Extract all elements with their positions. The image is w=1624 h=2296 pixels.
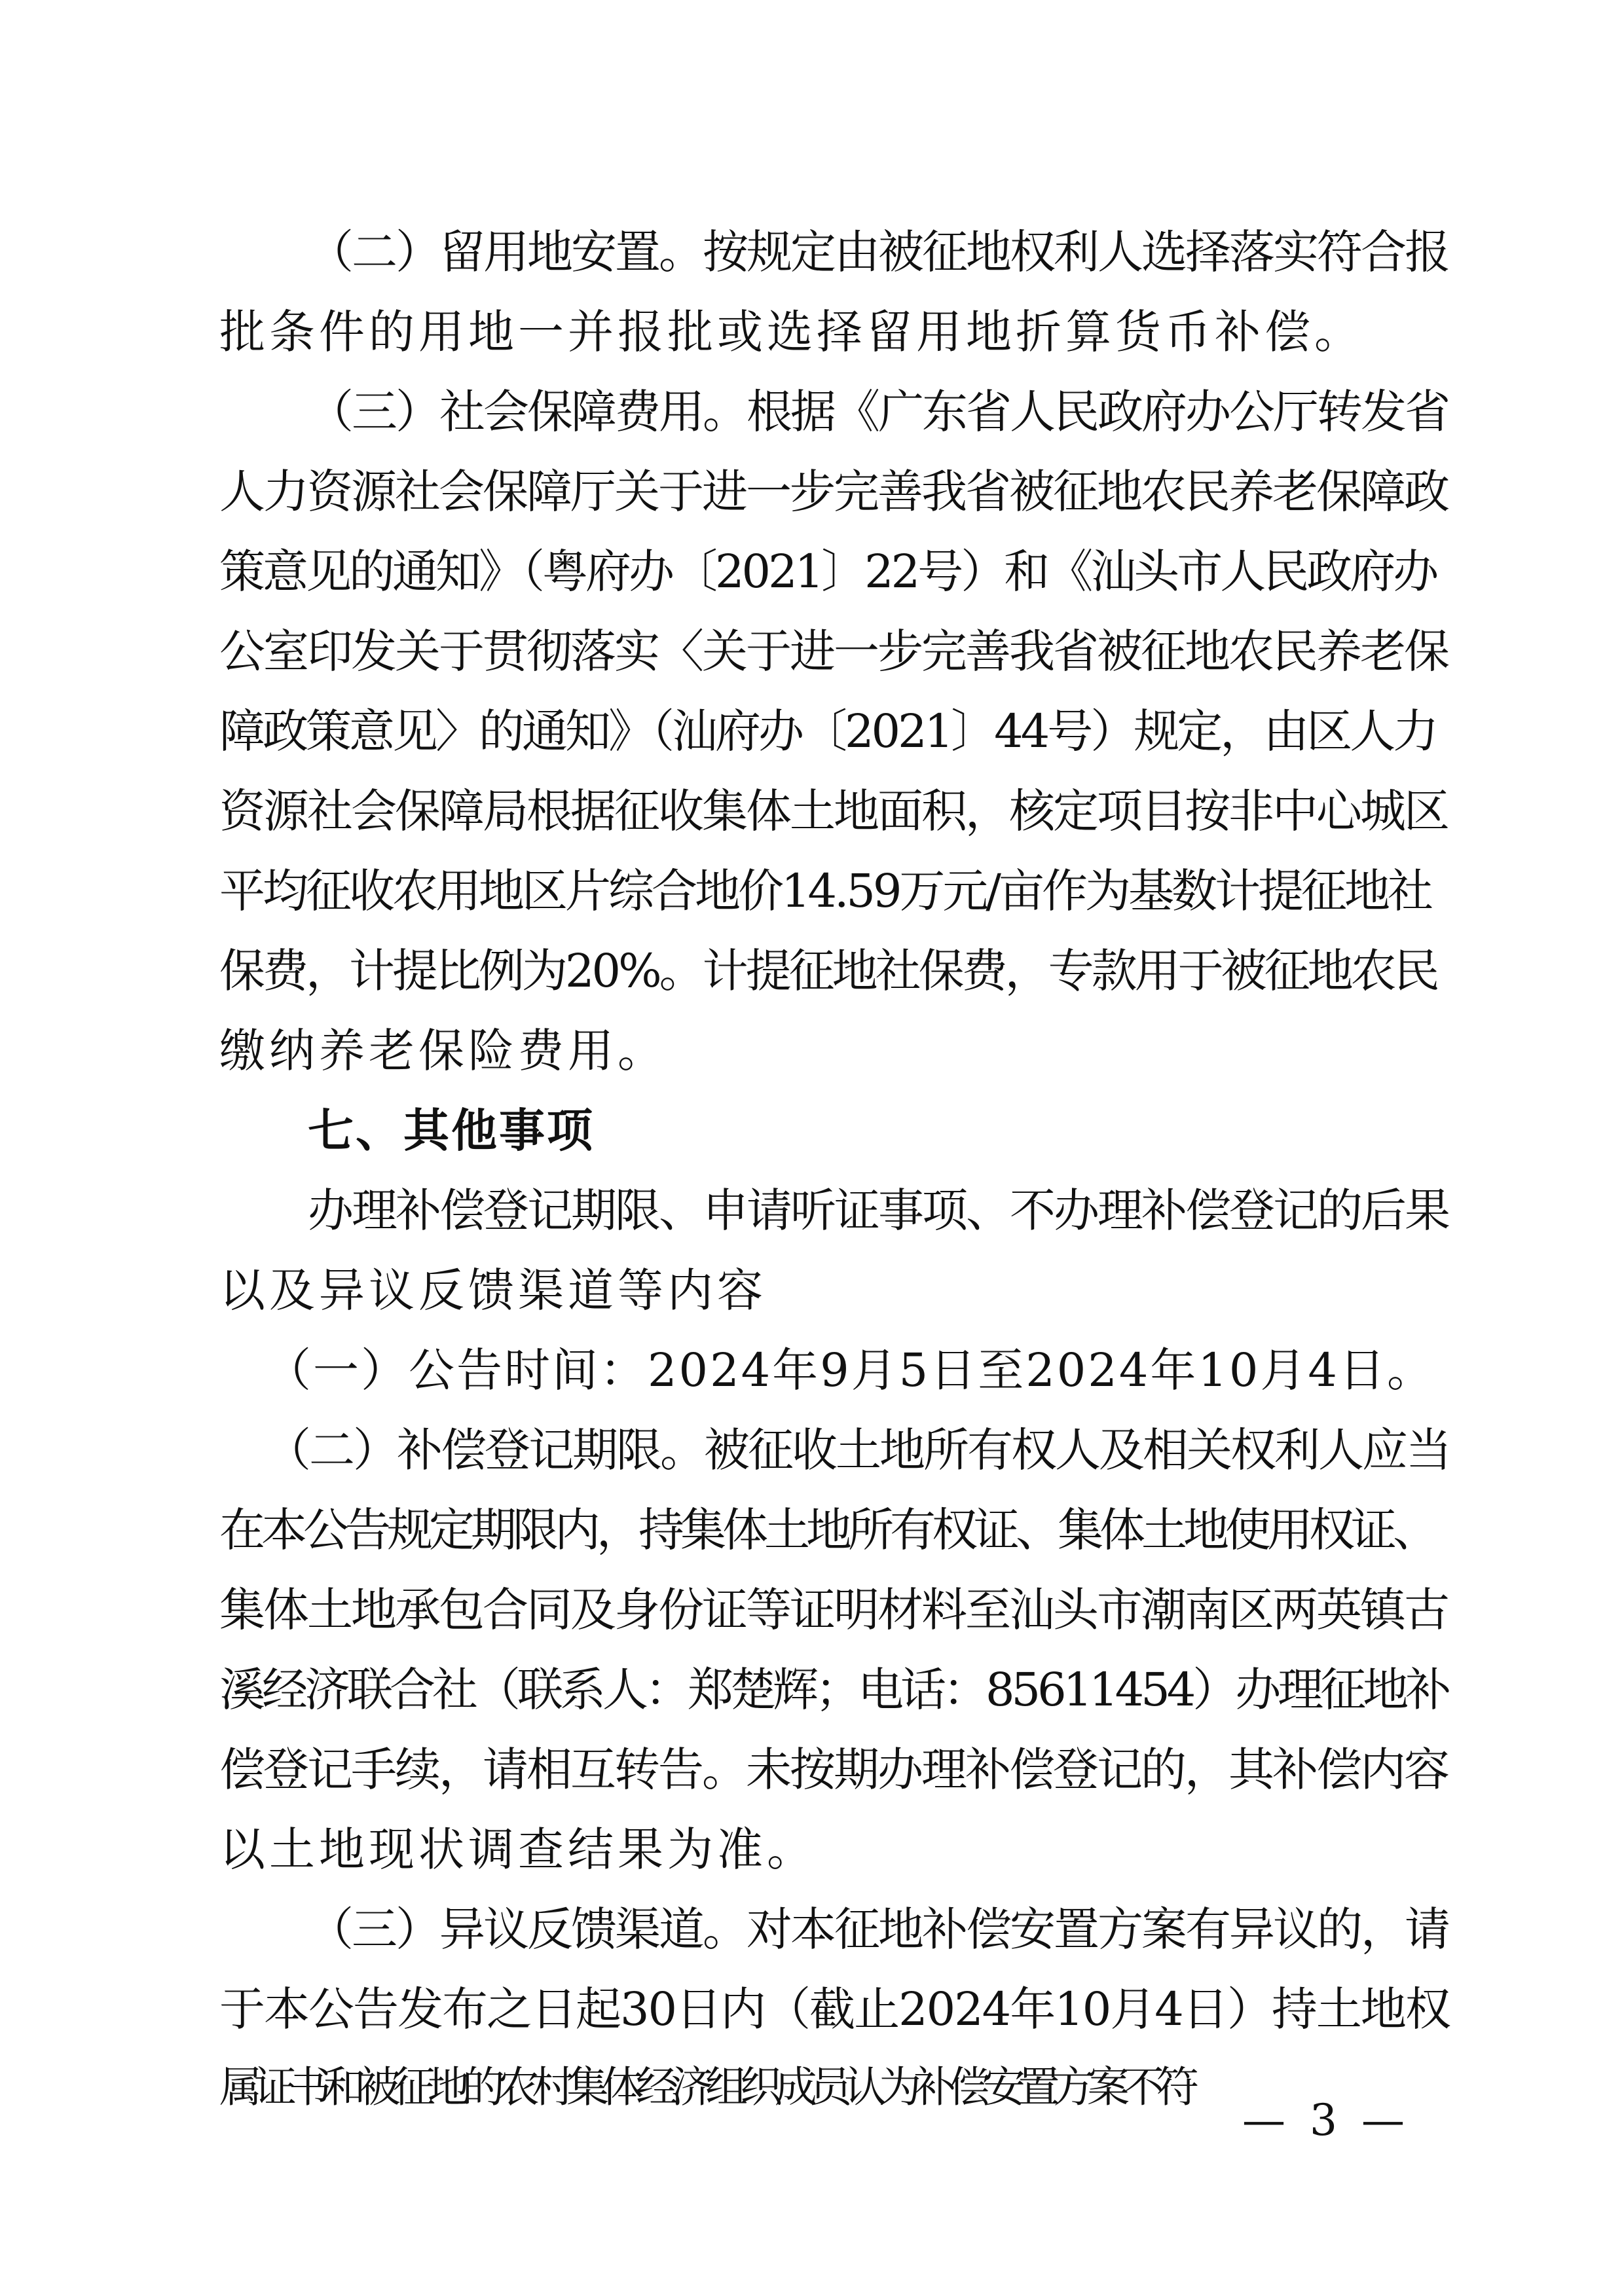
paragraph-line-13: 办理补偿登记期限、申请听证事项、不办理补偿登记的后果	[308, 1184, 1449, 1237]
paragraph-line-2: 批条件的用地一并报批或选择留用地折算货币补偿。	[219, 305, 1364, 359]
paragraph-line-5: 策意见的通知》（粤府办〔2021〕22号）和《汕头市人民政府办	[219, 545, 1437, 598]
paragraph-line-4: 人力资源社会保障厅关于进一步完善我省被征地农民养老保障政	[219, 465, 1448, 519]
section-heading: 七、其他事项	[308, 1104, 595, 1157]
paragraph-line-16: （二）补偿登记期限。被征收土地所有权人及相关权利人应当	[265, 1423, 1450, 1477]
paragraph-line-10: 保费，计提比例为20%。计提征地社保费，专款用于被征地农民	[219, 944, 1437, 998]
paragraph-line-3: （三）社会保障费用。根据《广东省人民政府办公厅转发省	[308, 385, 1449, 439]
paragraph-line-21: 以土地现状调查结果为准。	[219, 1823, 817, 1876]
page-number: — 3 —	[1242, 2095, 1410, 2145]
paragraph-line-8: 资源社会保障局根据征收集体土地面积，核定项目按非中心城区	[219, 784, 1448, 838]
paragraph-line-7: 障政策意见〉的通知》（汕府办〔2021〕44号）规定，由区人力	[219, 704, 1437, 758]
paragraph-line-18: 集体土地承包合同及身份证等证明材料至汕头市潮南区两英镇古	[219, 1583, 1448, 1637]
paragraph-line-22: （三）异议反馈渠道。对本征地补偿安置方案有异议的，请	[308, 1903, 1449, 1956]
paragraph-line-17: 在本公告规定期限内，持集体土地所有权证、集体土地使用权证、	[219, 1503, 1435, 1557]
paragraph-line-24: 属证书和被征地的农村集体经济组织成员认为补偿安置方案不符	[219, 2063, 1192, 2112]
paragraph-line-1: （二）留用地安置。按规定由被征地权利人选择落实符合报	[308, 225, 1449, 279]
paragraph-line-23: 于本公告发布之日起30日内（截止2024年10月4日）持土地权	[219, 1982, 1450, 2036]
paragraph-line-11: 缴纳养老保险费用。	[219, 1024, 667, 1078]
paragraph-line-15: （一）公告时间：2024年9月5日至2024年10月4日。	[265, 1343, 1435, 1397]
paragraph-line-19: 溪经济联合社（联系人：郑楚辉；电话：85611454）办理征地补	[219, 1663, 1449, 1717]
paragraph-line-14: 以及异议反馈渠道等内容	[219, 1264, 767, 1317]
paragraph-line-9: 平均征收农用地区片综合地价14.59万元/亩作为基数计提征地社	[219, 864, 1431, 918]
paragraph-line-6: 公室印发关于贯彻落实〈关于进一步完善我省被征地农民养老保	[219, 625, 1448, 678]
paragraph-line-20: 偿登记手续，请相互转告。未按期办理补偿登记的，其补偿内容	[219, 1743, 1448, 1796]
